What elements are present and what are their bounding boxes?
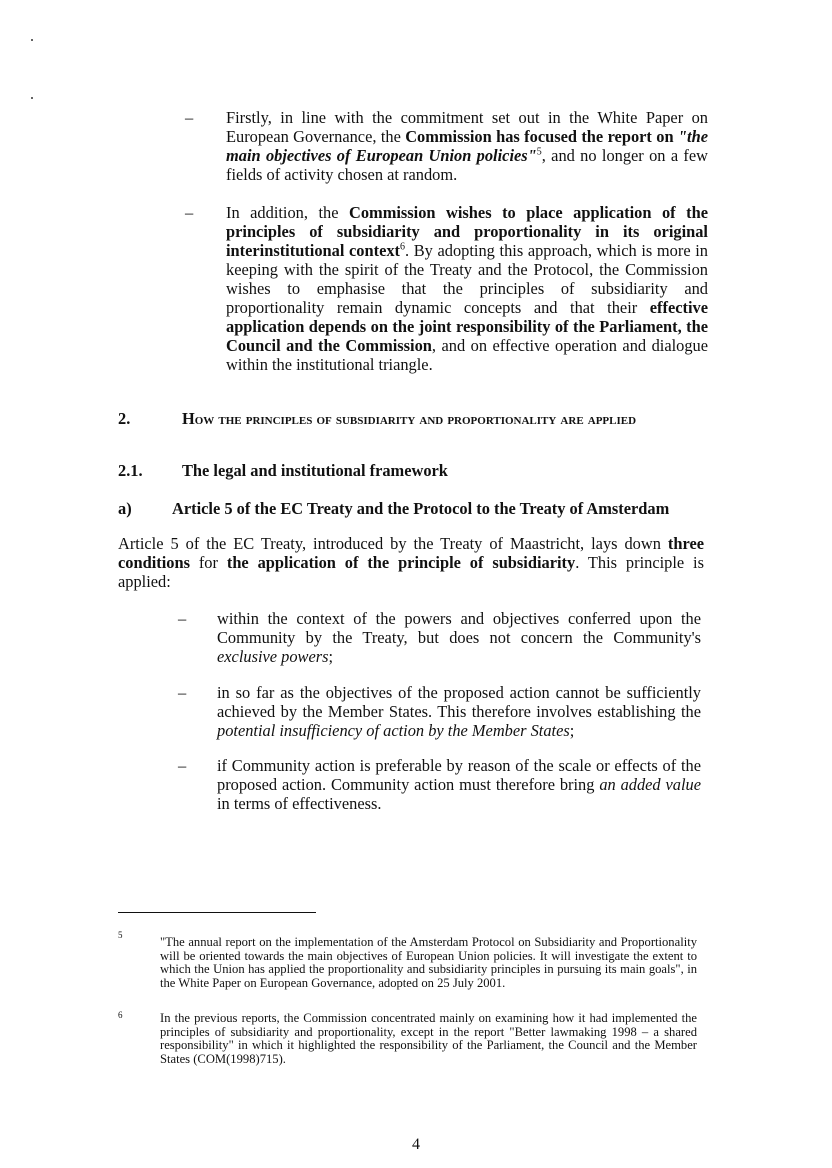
section-number: 2.1.	[118, 461, 143, 480]
body-paragraph: Article 5 of the EC Treaty, introduced by the Treaty of Maastricht, lays down three conditions for the application of the principle of subsidiarity. This principle is applied:	[118, 534, 704, 591]
page-number: 4	[412, 1136, 420, 1153]
bullet-paragraph: within the context of the powers and objectives conferred upon the Community by the Treaty, but does not concern the Community's exclusive powers;	[217, 609, 701, 666]
section-heading: The legal and institutional framework	[182, 461, 448, 480]
subsection-heading: Article 5 of the EC Treaty and the Protocol to the Treaty of Amsterdam	[172, 499, 670, 518]
bullet-dash: –	[185, 108, 194, 127]
footnote-text: "The annual report on the implementation of the Amsterdam Protocol on Subsidiarity and Proportionality will be oriented towards the main objectives of European Union policies. It will investigate the extent to which the Union has applied the proportionality and subsidiarity principles in pursuing its main goals", in the White Paper on European Governance, adopted on 25 July 2001.	[160, 935, 697, 990]
section-heading: How the principles of subsidiarity and proportionality are applied	[182, 409, 637, 428]
footnote-separator	[118, 912, 316, 913]
bullet-dash: –	[178, 756, 187, 775]
section-number: 2.	[118, 409, 131, 428]
bullet-dash: –	[178, 683, 187, 702]
footnote-ref: 5	[536, 146, 542, 158]
footnote-ref: 6	[400, 241, 405, 253]
bullet-paragraph: Firstly, in line with the commitment set out in the White Paper on European Governance, the Commission has focused the report on "the main objectives of European Union policies"$^5$, and no longer on a few fields of activity chosen at random.	[226, 108, 708, 184]
scan-speck	[31, 97, 33, 99]
footnote-number: 6	[118, 1010, 123, 1020]
footnote-text: In the previous reports, the Commission concentrated mainly on examining how it had implemented the principles of subsidiarity and proportionality, except in the report "Better lawmaking 1998 – a shared responsibility" in which it highlighted the responsibility of the Parliament, the Council and the Member States (COM(1998)715).	[160, 1011, 697, 1066]
bullet-dash: –	[185, 203, 194, 222]
scan-speck	[31, 39, 33, 41]
bullet-paragraph: In addition, the Commission wishes to place application of the principles of subsidiarity and proportionality in its original interinstitutional context$^6$. By adopting this approach, which is more in keeping with the spirit of the Treaty and the Protocol, the Commission wishes to emphasise that the principles of subsidiarity and proportionality remain dynamic concepts and that their effective application depends on the joint responsibility of the Parliament, the Council and the Commission, and on effective operation and dialogue within the institutional triangle.	[226, 203, 709, 374]
footnote-number: 5	[118, 930, 123, 940]
bullet-dash: –	[178, 609, 187, 628]
bullet-paragraph: in so far as the objectives of the proposed action cannot be sufficiently achieved by the Member States. This therefore involves establishing the potential insufficiency of action by the Member States;	[217, 683, 701, 740]
subsection-number: a)	[118, 499, 132, 518]
bullet-paragraph: if Community action is preferable by reason of the scale or effects of the proposed action. Community action must therefore bring an added value in terms of effectiveness.	[217, 756, 701, 813]
